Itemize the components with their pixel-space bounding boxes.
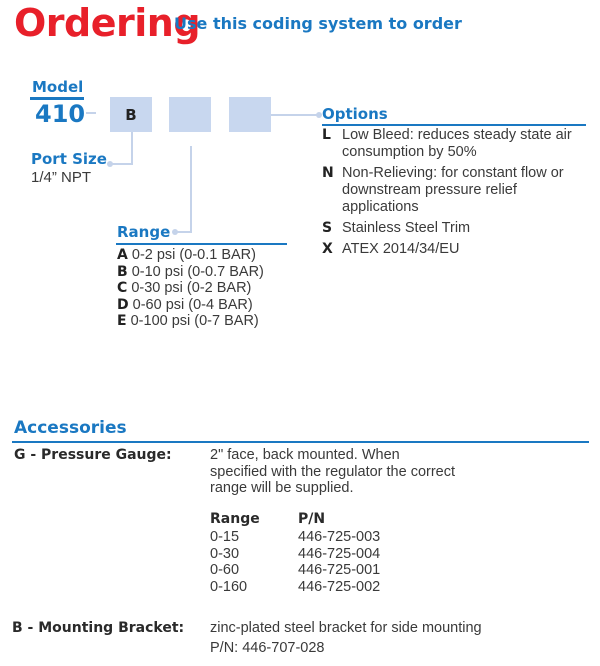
page-subtitle: Use this coding system to order [174, 14, 462, 33]
range-list [117, 247, 264, 330]
range-desc: 0-60 psi (0-4 BAR) [132, 296, 253, 313]
table-row [210, 546, 380, 563]
options-underline [322, 124, 586, 126]
code-box-range [169, 97, 211, 132]
range-underline [116, 243, 287, 245]
cell-pn: 446-725-002 [298, 578, 381, 595]
range-connector-dot [172, 229, 178, 235]
range-item [117, 280, 264, 297]
page-title: Ordering [14, 1, 201, 45]
column-header-range: Range [210, 511, 260, 527]
cell-range: 0-15 [210, 529, 240, 545]
cell-range: 0-60 [210, 562, 240, 578]
accessory-name-mounting-bracket: B - Mounting Bracket: [12, 620, 185, 636]
option-desc: Low Bleed: reduces steady state air consumption by 50% [342, 127, 572, 160]
pressure-gauge-table [210, 509, 380, 595]
table-row [210, 529, 380, 546]
range-code: C [117, 280, 128, 296]
accessory-desc-mounting-bracket: zinc-plated steel bracket for side mounting [210, 620, 482, 636]
model-number: 410 [35, 100, 86, 128]
option-code: L [322, 127, 331, 143]
column-header-pn: P/N [298, 511, 326, 527]
option-desc: Non-Relieving: for constant flow or downstream pressure relief applications [342, 165, 564, 215]
accessories-label: Accessories [14, 418, 127, 438]
port-size-value: 1/4” NPT [31, 169, 92, 186]
accessory-pn-mounting-bracket: P/N: 446-707-028 [210, 640, 325, 656]
option-desc: Stainless Steel Trim [342, 220, 471, 236]
cell-range: 0-30 [210, 545, 240, 562]
range-code: E [117, 313, 127, 329]
range-connector-vertical [190, 146, 192, 233]
port-size-connector-dot [107, 161, 113, 167]
cell-pn: 446-725-001 [298, 562, 381, 578]
range-item [117, 247, 264, 264]
option-item [322, 220, 594, 237]
port-size-connector-horizontal [112, 163, 133, 165]
table-row [210, 562, 380, 579]
range-item [117, 313, 264, 330]
table-header-row [210, 509, 380, 529]
options-label: Options [322, 105, 388, 123]
range-connector-horizontal [176, 231, 192, 233]
model-label: Model [32, 78, 84, 96]
option-code: X [322, 241, 333, 257]
range-label: Range [117, 223, 171, 241]
port-size-label: Port Size [31, 150, 107, 168]
accessory-name-pressure-gauge: G - Pressure Gauge: [14, 447, 172, 463]
accessories-underline [12, 441, 589, 443]
port-size-connector-vertical [131, 132, 133, 165]
range-desc: 0-30 psi (0-2 BAR) [131, 280, 252, 296]
range-item [117, 264, 264, 281]
option-code: N [322, 165, 334, 181]
range-code: D [117, 296, 129, 313]
range-desc: 0-2 psi (0-0.1 BAR) [131, 247, 256, 263]
code-box-options [229, 97, 271, 132]
option-desc: ATEX 2014/34/EU [342, 241, 460, 257]
accessory-desc-pressure-gauge: 2" face, back mounted. When specified with the regulator the correct range will be supplied. [210, 447, 456, 496]
range-item [117, 297, 264, 314]
code-box-port-size: B [110, 97, 152, 132]
cell-range: 0-160 [210, 578, 248, 595]
options-connector-horizontal [271, 114, 320, 116]
range-code: B [117, 263, 128, 280]
option-item [322, 241, 594, 258]
cell-pn: 446-725-003 [298, 529, 381, 545]
range-desc: 0-10 psi (0-0.7 BAR) [131, 263, 264, 280]
option-item [322, 127, 594, 161]
table-row [210, 579, 380, 596]
option-item [322, 165, 594, 216]
option-code: S [322, 220, 333, 236]
cell-pn: 446-725-004 [298, 545, 381, 562]
options-list [322, 127, 594, 262]
range-desc: 0-100 psi (0-7 BAR) [130, 313, 259, 329]
model-dash [86, 112, 96, 114]
range-code: A [117, 247, 128, 263]
